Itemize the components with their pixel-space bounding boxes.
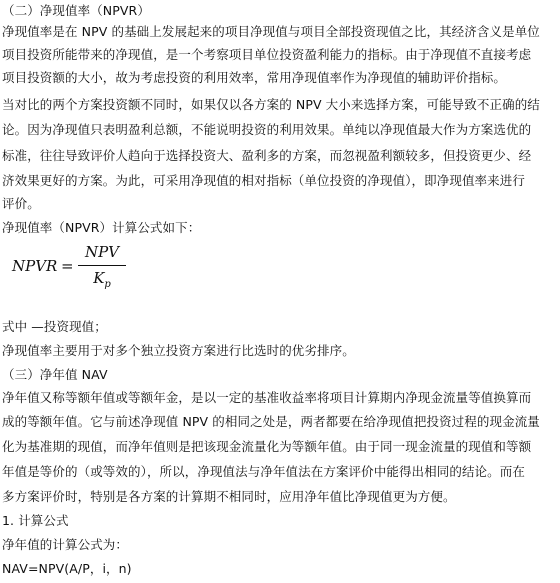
- paragraph-line: 评价。: [2, 196, 40, 211]
- formula-denominator-subscript: p: [104, 279, 111, 290]
- paragraph-line: 净现值率是在 NPV 的基础上发展起来的项目净现值与项目全部投资现值之比，其经济含义是单位: [2, 24, 540, 39]
- formula-numerator: NPV: [84, 243, 120, 261]
- paragraph-line: 标准，往往导致评价人趋向于选择投资大、盈利多的方案，而忽视盈利额较多，但投资更少、经: [2, 148, 532, 163]
- paragraph-line: 项目投资所能带来的净现值，是一个考察项目单位投资盈利能力的指标。由于净现值不直接考虑: [2, 47, 532, 62]
- fraction-bar: [78, 265, 126, 266]
- paragraph-line: 项目投资额的大小，故为考虑投资的利用效率，常用净现值率作为净现值的辅助评价指标。: [2, 70, 507, 85]
- formula-equals-sign: =: [61, 257, 74, 275]
- npvr-formula: [10, 242, 140, 294]
- paragraph-line: 净现值率主要用于对多个独立投资方案进行比选时的优劣排序。: [2, 343, 355, 358]
- formula-lhs: NPVR: [12, 257, 58, 275]
- paragraph-line: 济效果更好的方案。为此，可采用净现值的相对指标（单位投资的净现值），即净现值率来进行: [2, 173, 525, 188]
- section-heading-nav: （三）净年值 NAV: [2, 367, 108, 382]
- nav-formula: NAV=NPV(A/P，i，n): [2, 561, 132, 576]
- formula-intro: 净年值的计算公式为：: [2, 537, 129, 552]
- subheading-formula: 1. 计算公式: [2, 513, 69, 528]
- paragraph-line: 当对比的两个方案投资额不同时，如果仅以各方案的 NPV 大小来选择方案，可能导致不正确的结: [2, 97, 540, 112]
- paragraph-line: 论。因为净现值只表明盈利总额，不能说明投资的利用效果。单纯以净现值最大作为方案选优的: [2, 122, 532, 137]
- formula-note: 式中 —投资现值；: [2, 319, 107, 334]
- formula-denominator-base: K: [93, 269, 105, 287]
- formula-intro: 净现值率（NPVR）计算公式如下：: [2, 220, 201, 235]
- paragraph-line: 净年值又称等额年值或等额年金，是以一定的基准收益率将项目计算期内净现金流量等值换算而: [2, 390, 532, 405]
- paragraph-line: 成的等额年值。它与前述净现值 NPV 的相同之处是，两者都要在给净现值把投资过程的现金流量: [2, 414, 540, 429]
- section-heading-npvr: （二）净现值率（NPVR）: [2, 3, 150, 18]
- formula-denominator: [80, 267, 124, 296]
- paragraph-line: 多方案评价时，特别是各方案的计算期不相同时，应用净年值比净现值更为方便。: [2, 489, 456, 504]
- paragraph-line: 化为基准期的现值，而净年值则是把该现金流量化为等额年值。由于同一现金流量的现值和等额: [2, 439, 532, 454]
- paragraph-line: 年值是等价的（或等效的），所以，净现值法与净年值法在方案评价中能得出相同的结论。而在: [2, 464, 525, 479]
